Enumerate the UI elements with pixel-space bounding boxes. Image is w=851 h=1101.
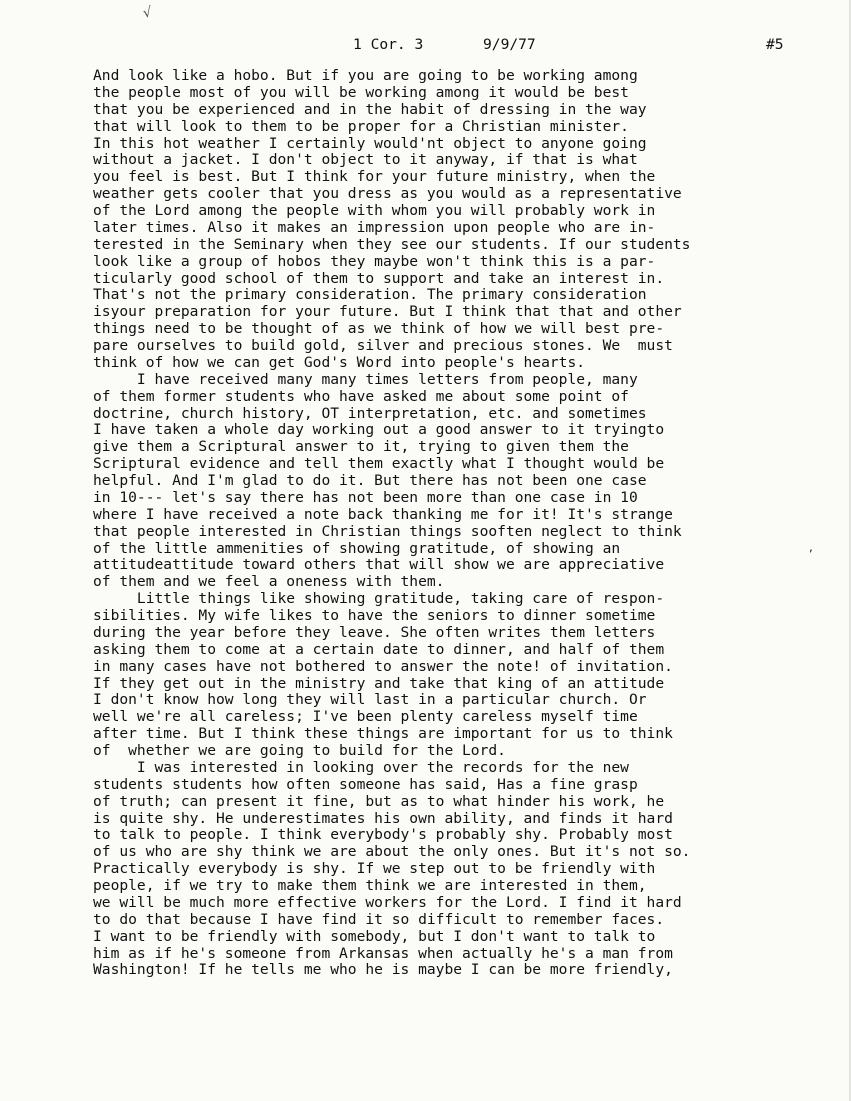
text-line: students students how often someone has said, Has a fine grasp [93,775,638,793]
scripture-reference: 1 Cor. 3 [353,36,424,53]
page-number: #5 [766,36,784,53]
text-line: of the Lord among the people with whom you will probably work in [93,202,656,219]
text-line: you feel is best. But I think for your future ministry, when the [93,168,656,186]
text-line: that will look to them to be proper for a Christian minister. [93,117,629,135]
text-line: terested in the Seminary when they see our students. If our students [93,235,691,253]
text-line: attitudeattitude toward others that will show we are appreciative [93,556,665,574]
text-line: helpful. And I'm glad to do it. But there has not been one case [93,472,647,489]
lecture-date: 9/9/77 [483,36,536,53]
text-line: to talk to people. I think everybody's probably shy. Probably most [93,826,673,844]
text-line: And look like a hobo. But if you are going to be working among [93,67,638,84]
text-line: in 10--- let's say there has not been more than one case in 10 [93,488,638,506]
text-line: I want to be friendly with somebody, but I don't want to talk to [93,927,656,945]
text-line: later times. Also it makes an impression upon people who are in- [93,218,656,236]
text-line: think of how we can get God's Word into people's hearts. [93,353,586,371]
text-line: we will be much more effective workers for the Lord. I find it hard [93,893,682,911]
text-line: ticularly good school of them to support and take an interest in. [93,269,665,287]
text-line: Little things like showing gratitude, taking care of respon- [93,590,665,608]
text-line: pare ourselves to build gold, silver and precious stones. We must [93,337,673,354]
text-line: of us who are shy think we are about the only ones. But it's not so. [93,843,691,861]
text-line: Scriptural evidence and tell them exactly what I thought would be [93,455,665,473]
transcript-body [93,68,793,979]
text-line: of whether we are going to build for the Lord. [93,742,506,759]
text-line: to do that because I have find it so difficult to remember faces. [93,910,665,928]
text-line: of truth; can present it fine, but as to what hinder his work, he [93,792,665,810]
text-line: after time. But I think these things are important for us to think [93,725,673,743]
text-line: is quite shy. He underestimates his own ability, and finds it hard [93,809,673,827]
text-line: I have taken a whole day working out a good answer to it tryingto [93,421,665,439]
text-line: isyour preparation for your future. But I think that that and other [93,303,682,321]
text-line: If they get out in the ministry and take that king of an attitude [93,674,665,692]
text-line: him as if he's someone from Arkansas when actually he's a man from [93,944,673,962]
text-line: of the little ammenities of showing gratitude, of showing an [93,539,621,557]
text-line: of them former students who have asked me about some point of [93,387,629,405]
text-line: I don't know how long they will last in a particular church. Or [93,691,647,709]
text-line: asking them to come at a certain date to dinner, and half of them [93,640,665,658]
text-line: doctrine, church history, OT interpretation, etc. and sometimes [93,404,647,422]
margin-mark: , [809,540,813,554]
text-line: I have received many many times letters from people, many [93,370,638,388]
text-line: during the year before they leave. She often writes them letters [93,623,656,641]
text-line: the people most of you will be working among it would be best [93,83,629,101]
text-line: of them and we feel a oneness with them. [93,573,445,591]
text-line: that people interested in Christian things sooften neglect to think [93,522,682,540]
text-line: I was interested in looking over the records for the new [93,758,629,776]
text-line: That's not the primary consideration. The primary consideration [93,286,647,304]
text-line: look like a group of hobos they maybe won't think this is a par- [93,252,656,270]
text-line: weather gets cooler that you dress as you would as a representative [93,185,682,203]
check-mark: √ [141,4,154,22]
text-line: things need to be thought of as we think of how we will best pre- [93,320,665,338]
text-line: in many cases have not bothered to answer the note! of invitation. [93,657,673,675]
text-line: give them a Scriptural answer to it, trying to given them the [93,438,629,456]
text-line: Practically everybody is shy. If we step out to be friendly with [93,860,656,878]
text-line: that you be experienced and in the habit of dressing in the way [93,100,647,118]
text-line: people, if we try to make them think we are interested in them, [93,877,647,894]
text-line: without a jacket. I don't object to it anyway, if that is what [93,151,638,169]
text-line: Washington! If he tells me who he is maybe I can be more friendly, [93,961,673,979]
page-header [0,36,851,56]
text-line: sibilities. My wife likes to have the seniors to dinner sometime [93,607,656,624]
text-line: In this hot weather I certainly would'nt object to anyone going [93,134,647,152]
text-line: well we're all careless; I've been plenty careless myself time [93,708,638,726]
text-line: where I have received a note back thanking me for it! It's strange [93,505,673,523]
